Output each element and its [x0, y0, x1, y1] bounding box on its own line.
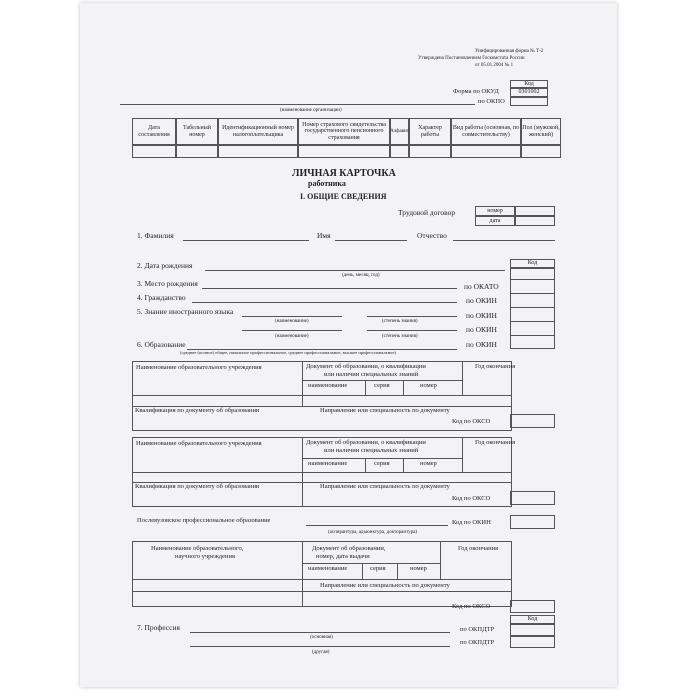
language-line	[242, 316, 342, 317]
sci-okso-box	[510, 600, 555, 613]
profession-caption-2: (другая)	[312, 650, 330, 655]
form-header-line2: Утверждена Постановлением Госкомстата России	[418, 56, 525, 61]
contract-date-value	[515, 216, 555, 226]
citizenship-line	[192, 302, 457, 303]
edu1-name-col: наименование	[308, 382, 348, 389]
birth-date-label: 2. Дата рождения	[137, 261, 193, 270]
language-name-caption: (наименование)	[275, 319, 309, 324]
top-header-tabnum: Табельный номер	[176, 118, 218, 145]
sci-institution-header-1: Наименование образовательного,	[151, 545, 244, 552]
name-label: Имя	[317, 231, 331, 240]
postgrad-code-label: Код по ОКИН	[452, 519, 491, 526]
edu1-number-col: номер	[420, 382, 437, 389]
code-header-cell: Код	[510, 80, 548, 88]
org-name-caption: (наименование организации)	[280, 108, 342, 113]
birth-date-caption: (день, месяц, год)	[342, 273, 380, 278]
top-value-date	[132, 145, 176, 158]
language-label: 5. Знание иностранного языка	[137, 307, 234, 316]
row-sep	[302, 380, 462, 381]
top-value-inn	[218, 145, 298, 158]
okpo-label: по ОКПО	[478, 98, 505, 105]
birthplace-line	[202, 288, 457, 289]
document-sheet	[80, 3, 617, 687]
surname-line	[183, 240, 309, 241]
name-line	[335, 240, 407, 241]
row-sep	[132, 395, 512, 396]
surname-label: 1. Фамилия	[137, 231, 174, 240]
edu1-series-col: серия	[374, 382, 390, 389]
card-title: ЛИЧНАЯ КАРТОЧКА	[292, 168, 396, 179]
profession-label: 7. Профессия	[137, 623, 180, 632]
language-level-line-2	[367, 330, 457, 331]
row-sep	[132, 579, 512, 580]
profession-caption-1: (основная)	[310, 635, 333, 640]
top-header-sex: Пол (мужской, женский)	[521, 118, 561, 145]
sci-series-col: серия	[370, 565, 386, 572]
top-value-work-kind	[451, 145, 521, 158]
edu2-series-col: серия	[374, 460, 390, 467]
fields-code-column	[510, 268, 555, 349]
profession-code-2	[510, 636, 555, 648]
language-code-label-1: по ОКИН	[466, 311, 497, 320]
col-sep	[462, 361, 463, 395]
code-sep	[510, 335, 555, 336]
profession-code-header: Код	[510, 615, 555, 624]
edu2-institution-header: Наименование образовательного учреждения	[136, 440, 262, 447]
education-label: 6. Образование	[137, 340, 186, 349]
top-value-sex	[521, 145, 561, 158]
language-level-caption: (степень знания)	[382, 319, 418, 324]
code-sep	[510, 279, 555, 280]
contract-date-label: дата	[475, 216, 515, 226]
sci-document-header-2: номер, дата выдачи	[316, 553, 370, 560]
col-sep	[365, 380, 366, 395]
postgrad-label: Послевузовское профессиональное образование	[137, 517, 271, 524]
top-header-work-type: Характер работы	[409, 118, 451, 145]
edu1-document-header-2: или наличии специальных знаний	[324, 371, 419, 378]
edu2-direction: Направление или специальность по документу	[320, 483, 450, 490]
language-level-caption-2: (степень знания)	[382, 334, 418, 339]
top-header-inn: Идентификационный номер налогоплательщика	[218, 118, 298, 145]
edu1-year-header: Год окончания	[475, 363, 516, 370]
okud-label: Форма по ОКУД	[453, 88, 499, 95]
edu1-okso-box	[510, 414, 555, 428]
profession-code-label-2: по ОКПДТР	[460, 639, 495, 646]
top-header-date: Дата составления	[132, 118, 176, 145]
col-sep	[462, 437, 463, 472]
postgrad-code-box	[510, 515, 555, 529]
language-code-label-2: по ОКИН	[466, 325, 497, 334]
org-name-line	[120, 104, 475, 105]
top-header-work-kind: Вид работы (основная, по совместительству)	[451, 118, 521, 145]
profession-line-2	[190, 646, 450, 647]
profession-line-1	[190, 632, 450, 633]
patronymic-label: Отчество	[417, 231, 447, 240]
code-sep	[510, 293, 555, 294]
section-title: I. ОБЩИЕ СВЕДЕНИЯ	[300, 192, 387, 201]
top-value-tabnum	[176, 145, 218, 158]
patronymic-line	[453, 240, 555, 241]
row-sep	[132, 472, 512, 473]
sci-institution-header-2: научного учреждения	[175, 553, 235, 560]
card-subtitle: работника	[308, 179, 346, 188]
edu2-qualification: Квалификация по документу об образовании	[135, 483, 260, 490]
col-sep	[403, 458, 404, 472]
contract-label: Трудовой договор	[398, 208, 456, 217]
okud-code-cell: 0301002	[510, 88, 548, 97]
birthplace-code-label: по ОКАТО	[464, 282, 499, 291]
col-sep	[362, 563, 363, 579]
education-caption: (среднее (полное) общее, начальное профессиональное, среднее профессиональное, высшее профессиональное)	[180, 350, 396, 355]
citizenship-code-label: по ОКИН	[466, 296, 497, 305]
row-sep	[302, 563, 440, 564]
birth-date-line	[205, 270, 505, 271]
profession-code-label-1: по ОКПДТР	[460, 626, 495, 633]
contract-number-value	[515, 206, 555, 216]
sci-year-header: Год окончания	[458, 545, 499, 552]
sci-name-col: наименование	[308, 565, 348, 572]
fields-code-header: Код	[510, 259, 555, 268]
sci-document-header-1: Документ об образовании,	[312, 545, 386, 552]
edu1-okso: Код по ОКСО	[452, 418, 491, 425]
profession-code-1	[510, 624, 555, 636]
top-header-alphabet: Алфавит	[390, 118, 409, 145]
row-sep	[132, 591, 512, 592]
edu2-okso: Код по ОКСО	[452, 495, 491, 502]
edu2-year-header: Год окончания	[475, 439, 516, 446]
edu2-document-header-1: Документ об образовании, о квалификации	[306, 439, 426, 446]
top-header-snils: Номер страхового свидетельства государственного пенсионного страхования	[298, 118, 390, 145]
col-sep	[440, 541, 441, 579]
row-sep	[302, 458, 462, 459]
code-sep	[510, 307, 555, 308]
top-value-alphabet	[390, 145, 409, 158]
citizenship-label: 4. Гражданство	[137, 293, 186, 302]
top-value-snils	[298, 145, 390, 158]
sci-direction: Направление или специальность по документу	[320, 582, 450, 589]
birthplace-label: 3. Место рождения	[137, 279, 198, 288]
edu2-number-col: номер	[420, 460, 437, 467]
contract-number-label: номер	[475, 206, 515, 216]
col-sep	[403, 380, 404, 395]
edu1-institution-header: Наименование образовательного учреждения	[136, 364, 262, 371]
edu2-document-header-2: или наличии специальных знаний	[324, 447, 419, 454]
education-code-label: по ОКИН	[466, 340, 497, 349]
col-sep	[365, 458, 366, 472]
edu1-direction: Направление или специальность по документу	[320, 407, 450, 414]
form-header-line3: от 05.01.2004 № 1	[475, 63, 514, 68]
postgrad-caption: (аспирантура, адъюнктура, докторантура)	[328, 530, 418, 535]
language-level-line	[367, 316, 457, 317]
form-header-line1: Унифицированная форма № Т-2	[475, 49, 544, 54]
language-line-2	[242, 330, 342, 331]
sci-number-col: номер	[410, 565, 427, 572]
edu2-okso-box	[510, 491, 555, 505]
top-value-work-type	[409, 145, 451, 158]
language-name-caption-2: (наименование)	[275, 334, 309, 339]
col-sep	[397, 563, 398, 579]
edu2-name-col: наименование	[308, 460, 348, 467]
col-sep	[302, 541, 303, 607]
edu1-qualification: Квалификация по документу об образовании	[135, 407, 260, 414]
col-sep	[302, 361, 303, 406]
sci-okso: Код по ОКСО	[452, 603, 491, 610]
code-sep	[510, 321, 555, 322]
okpo-code-cell	[510, 97, 548, 106]
postgrad-line	[306, 525, 448, 526]
edu1-document-header-1: Документ об образовании, о квалификации	[306, 363, 426, 370]
